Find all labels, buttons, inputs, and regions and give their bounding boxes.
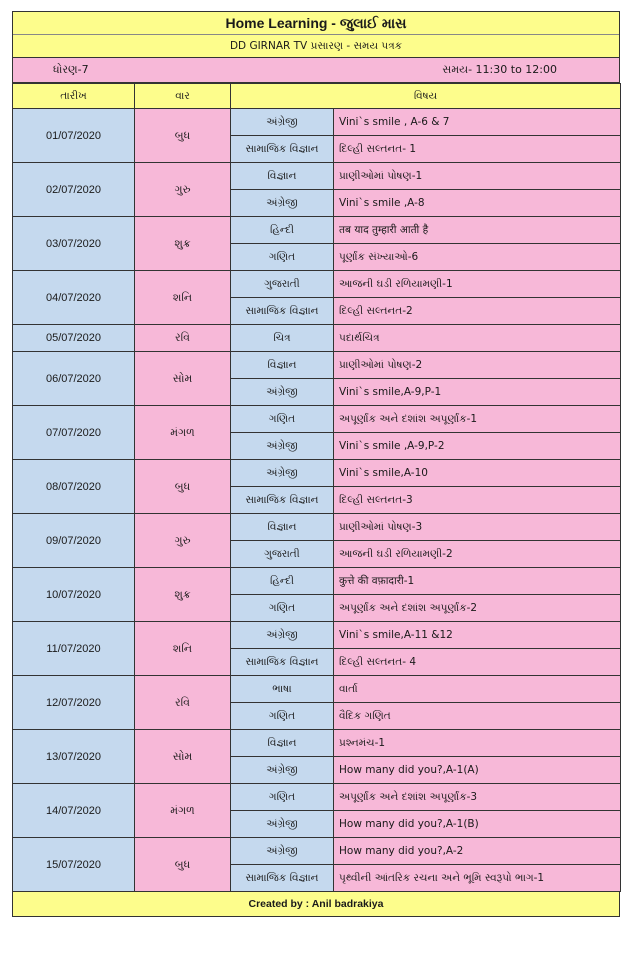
table-row: [13, 460, 621, 487]
subject-cell: અંગ્રેજી: [231, 379, 334, 406]
topic-cell: પ્રાણીઓમાં પોષણ-2: [334, 352, 621, 379]
topic-cell: Vini`s smile,A-9,P-1: [334, 379, 621, 406]
subject-cell: વિજ્ઞાન: [231, 514, 334, 541]
date-cell: 07/07/2020: [13, 406, 135, 460]
subject-cell: અંગ્રેજી: [231, 109, 334, 136]
date-cell: 01/07/2020: [13, 109, 135, 163]
page-subtitle: DD GIRNAR TV પ્રસારણ - સમય પત્રક: [13, 34, 619, 57]
day-cell: બુધ: [135, 109, 231, 163]
subject-cell: હિન્દી: [231, 217, 334, 244]
date-cell: 13/07/2020: [13, 730, 135, 784]
column-header-day: વાર: [135, 84, 231, 109]
topic-cell: દિલ્હી સલ્તનત-2: [334, 298, 621, 325]
topic-cell: પૂર્ણાંક સંખ્યાઓ-6: [334, 244, 621, 271]
timetable-sheet: [12, 11, 620, 917]
topic-cell: तब याद तुम्हारी आती है: [334, 217, 621, 244]
day-cell: બુધ: [135, 838, 231, 892]
day-cell: શનિ: [135, 622, 231, 676]
topic-cell: પ્રાણીઓમાં પોષણ-1: [334, 163, 621, 190]
date-cell: 05/07/2020: [13, 325, 135, 352]
day-cell: શનિ: [135, 271, 231, 325]
day-cell: શુક્ર: [135, 217, 231, 271]
day-cell: રવિ: [135, 676, 231, 730]
subject-cell: અંગ્રેજી: [231, 838, 334, 865]
schedule-table: [12, 83, 621, 892]
topic-cell: દિલ્હી સલ્તનત- 4: [334, 649, 621, 676]
date-cell: 08/07/2020: [13, 460, 135, 514]
table-row: [13, 406, 621, 433]
table-row: [13, 784, 621, 811]
title-box: [12, 11, 620, 58]
table-row: [13, 109, 621, 136]
subject-cell: સામાજિક વિજ્ઞાન: [231, 487, 334, 514]
info-bar: [12, 58, 620, 83]
topic-cell: How many did you?,A-1(B): [334, 811, 621, 838]
day-cell: ગુરુ: [135, 514, 231, 568]
table-row: [13, 676, 621, 703]
date-cell: 06/07/2020: [13, 352, 135, 406]
table-row: [13, 271, 621, 298]
topic-cell: પૃથ્વીની આંતરિક રચના અને ભૂમિ સ્વરૂપો ભાગ-1: [334, 865, 621, 892]
table-row: [13, 514, 621, 541]
table-row: [13, 325, 621, 352]
subject-cell: સામાજિક વિજ્ઞાન: [231, 298, 334, 325]
schedule-body: [13, 109, 621, 892]
topic-cell: અપૂર્ણાંક અને દશાંશ અપૂર્ણાંક-2: [334, 595, 621, 622]
date-cell: 12/07/2020: [13, 676, 135, 730]
subject-cell: ગણિત: [231, 703, 334, 730]
subject-cell: અંગ્રેજી: [231, 622, 334, 649]
day-cell: બુધ: [135, 460, 231, 514]
subject-cell: ગણિત: [231, 244, 334, 271]
subject-cell: સામાજિક વિજ્ઞાન: [231, 865, 334, 892]
header-row: [13, 84, 621, 109]
subject-cell: અંગ્રેજી: [231, 460, 334, 487]
day-cell: મંગળ: [135, 784, 231, 838]
footer-credit: Created by : Anil badrakiya: [12, 892, 620, 917]
topic-cell: દિલ્હી સલ્તનત-3: [334, 487, 621, 514]
table-row: [13, 622, 621, 649]
standard-label: ધોરણ-7: [53, 63, 89, 76]
date-cell: 03/07/2020: [13, 217, 135, 271]
topic-cell: कुत्ते की वफ़ादारी-1: [334, 568, 621, 595]
column-header-date: તારીખ: [13, 84, 135, 109]
page-title: Home Learning - જુલાઈ માસ: [225, 15, 407, 31]
topic-cell: Vini`s smile,A-11 &12: [334, 622, 621, 649]
date-cell: 11/07/2020: [13, 622, 135, 676]
topic-cell: Vini`s smile ,A-8: [334, 190, 621, 217]
subject-cell: ગુજરાતી: [231, 541, 334, 568]
table-row: [13, 217, 621, 244]
topic-cell: અપૂર્ણાંક અને દશાંશ અપૂર્ણાંક-3: [334, 784, 621, 811]
date-cell: 09/07/2020: [13, 514, 135, 568]
day-cell: સોમ: [135, 730, 231, 784]
day-cell: ગુરુ: [135, 163, 231, 217]
topic-cell: How many did you?,A-2: [334, 838, 621, 865]
subject-cell: હિન્દી: [231, 568, 334, 595]
day-cell: મંગળ: [135, 406, 231, 460]
day-cell: રવિ: [135, 325, 231, 352]
subject-cell: ગુજરાતી: [231, 271, 334, 298]
subject-cell: અંગ્રેજી: [231, 433, 334, 460]
topic-cell: Vini`s smile ,A-9,P-2: [334, 433, 621, 460]
date-cell: 15/07/2020: [13, 838, 135, 892]
date-cell: 10/07/2020: [13, 568, 135, 622]
topic-cell: Vini`s smile,A-10: [334, 460, 621, 487]
subject-cell: સામાજિક વિજ્ઞાન: [231, 136, 334, 163]
topic-cell: How many did you?,A-1(A): [334, 757, 621, 784]
table-row: [13, 838, 621, 865]
subject-cell: ચિત્ર: [231, 325, 334, 352]
table-row: [13, 352, 621, 379]
subject-cell: અંગ્રેજી: [231, 190, 334, 217]
table-row: [13, 730, 621, 757]
topic-cell: દિલ્હી સલ્તનત- 1: [334, 136, 621, 163]
topic-cell: પદાર્થચિત્ર: [334, 325, 621, 352]
subject-cell: વિજ્ઞાન: [231, 730, 334, 757]
subject-cell: ગણિત: [231, 784, 334, 811]
subject-cell: અંગ્રેજી: [231, 811, 334, 838]
day-cell: સોમ: [135, 352, 231, 406]
subject-cell: વિજ્ઞાન: [231, 352, 334, 379]
subject-cell: ગણિત: [231, 595, 334, 622]
subject-cell: અંગ્રેજી: [231, 757, 334, 784]
topic-cell: વાર્તા: [334, 676, 621, 703]
date-cell: 14/07/2020: [13, 784, 135, 838]
topic-cell: પ્રાણીઓમાં પોષણ-3: [334, 514, 621, 541]
time-label: સમય- 11:30 to 12:00: [442, 63, 557, 76]
subject-cell: ગણિત: [231, 406, 334, 433]
topic-cell: પ્રશ્નમંચ-1: [334, 730, 621, 757]
date-cell: 02/07/2020: [13, 163, 135, 217]
topic-cell: Vini`s smile , A-6 & 7: [334, 109, 621, 136]
topic-cell: વૈદિક ગણિત: [334, 703, 621, 730]
date-cell: 04/07/2020: [13, 271, 135, 325]
topic-cell: અપૂર્ણાંક અને દશાંશ અપૂર્ણાંક-1: [334, 406, 621, 433]
day-cell: શુક્ર: [135, 568, 231, 622]
column-header-subject: વિષય: [231, 84, 621, 109]
topic-cell: આજની ઘડી રળિયામણી-2: [334, 541, 621, 568]
subject-cell: સામાજિક વિજ્ઞાન: [231, 649, 334, 676]
table-row: [13, 568, 621, 595]
subject-cell: વિજ્ઞાન: [231, 163, 334, 190]
topic-cell: આજની ઘડી રળિયામણી-1: [334, 271, 621, 298]
table-row: [13, 163, 621, 190]
subject-cell: ભાષા: [231, 676, 334, 703]
